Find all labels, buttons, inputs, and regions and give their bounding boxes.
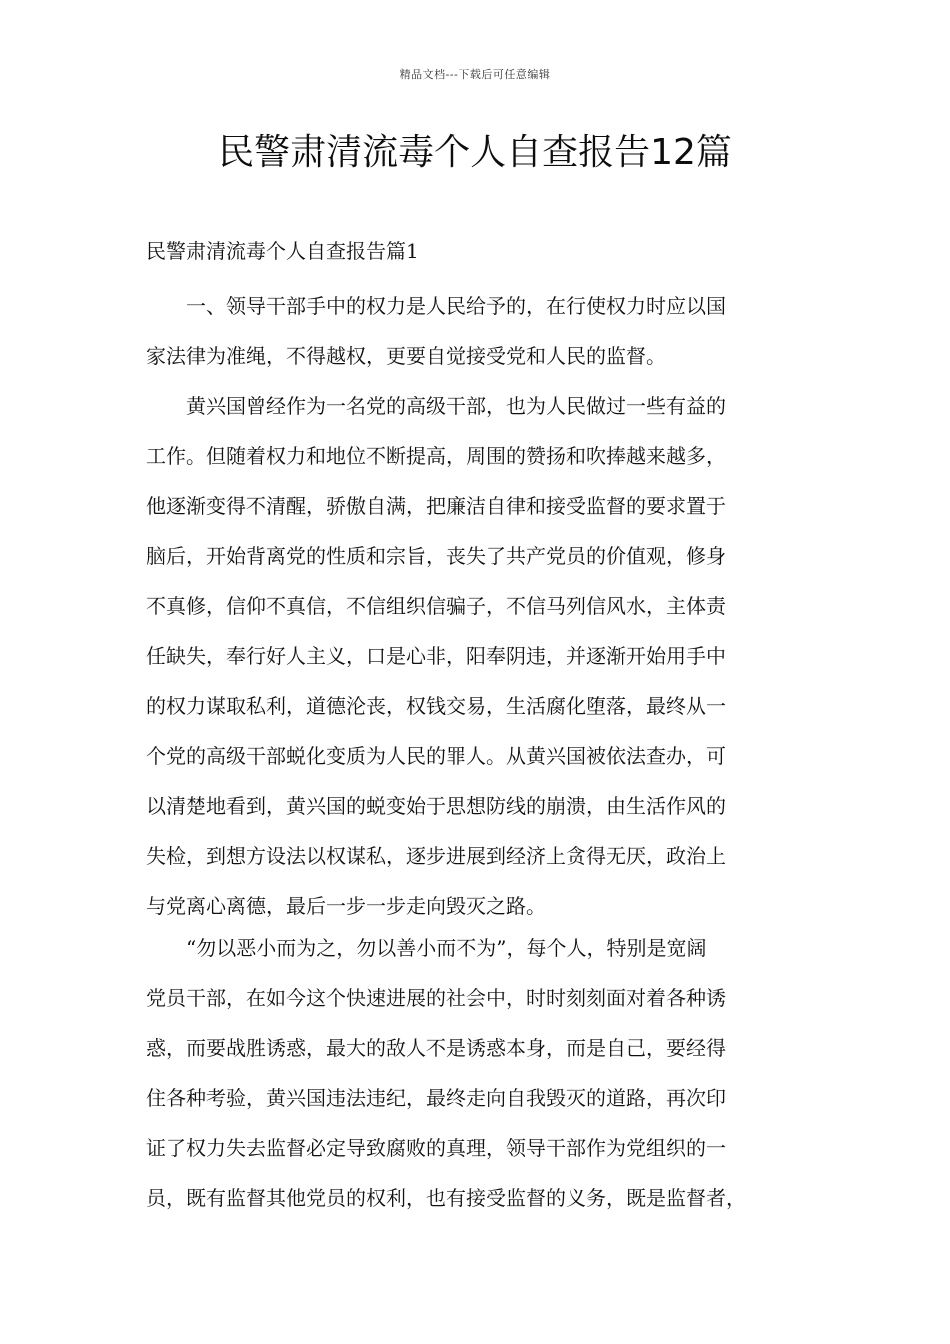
text-line: 黄兴国曾经作为一名党的高级干部，也为人民做过一些有益的 <box>186 394 726 418</box>
text-line: 与党离心离德，最后一步一步走向毁灭之路。 <box>146 894 546 918</box>
text-line: 不真修，信仰不真信，不信组织信骗子，不信马列信风水，主体责 <box>146 594 726 618</box>
text-line: 工作。但随着权力和地位不断提高，周围的赞扬和吹捧越来越多， <box>146 444 726 468</box>
text-line: 家法律为准绳，不得越权，更要自觉接受党和人民的监督。 <box>146 344 666 368</box>
text-line: “勿以恶小而为之，勿以善小而不为”，每个人，特别是宽阔 <box>186 936 707 960</box>
document-title: 民警肃清流毒个人自查报告12篇 <box>218 132 732 173</box>
text-line: 任缺失，奉行好人主义，口是心非，阳奉阴违，并逐渐开始用手中 <box>146 644 726 668</box>
text-line: 失检，到想方设法以权谋私，逐步进展到经济上贪得无厌，政治上 <box>146 844 726 868</box>
text-line: 脑后，开始背离党的性质和宗旨，丧失了共产党员的价值观，修身 <box>146 544 726 568</box>
text-line: 个党的高级干部蜕化变质为人民的罪人。从黄兴国被依法查办，可 <box>146 744 726 768</box>
text-line: 党员干部，在如今这个快速进展的社会中，时时刻刻面对着各种诱 <box>146 986 726 1010</box>
text-line: 他逐渐变得不清醒，骄傲自满，把廉洁自律和接受监督的要求置于 <box>146 494 726 518</box>
text-line: 住各种考验，黄兴国违法违纪，最终走向自我毁灭的道路，再次印 <box>146 1086 726 1110</box>
text-line: 以清楚地看到，黄兴国的蜕变始于思想防线的崩溃，由生活作风的 <box>146 794 726 818</box>
text-line: 惑，而要战胜诱惑，最大的敌人不是诱惑本身，而是自己，要经得 <box>146 1036 726 1060</box>
paragraph-3 <box>146 923 816 1223</box>
header-note: 精品文档---下载后可任意编辑 <box>399 68 551 81</box>
text-line: 的权力谋取私利，道德沦丧，权钱交易，生活腐化堕落，最终从一 <box>146 694 726 718</box>
section-heading: 民警肃清流毒个人自查报告篇1 <box>146 239 419 263</box>
paragraph-2 <box>146 381 816 931</box>
text-line: 一、领导干部手中的权力是人民给予的，在行使权力时应以国 <box>186 294 726 318</box>
paragraph-1 <box>146 281 816 381</box>
text-line: 证了权力失去监督必定导致腐败的真理，领导干部作为党组织的一 <box>146 1136 726 1160</box>
text-line: 员，既有监督其他党员的权利，也有接受监督的义务，既是监督者， <box>146 1186 746 1210</box>
